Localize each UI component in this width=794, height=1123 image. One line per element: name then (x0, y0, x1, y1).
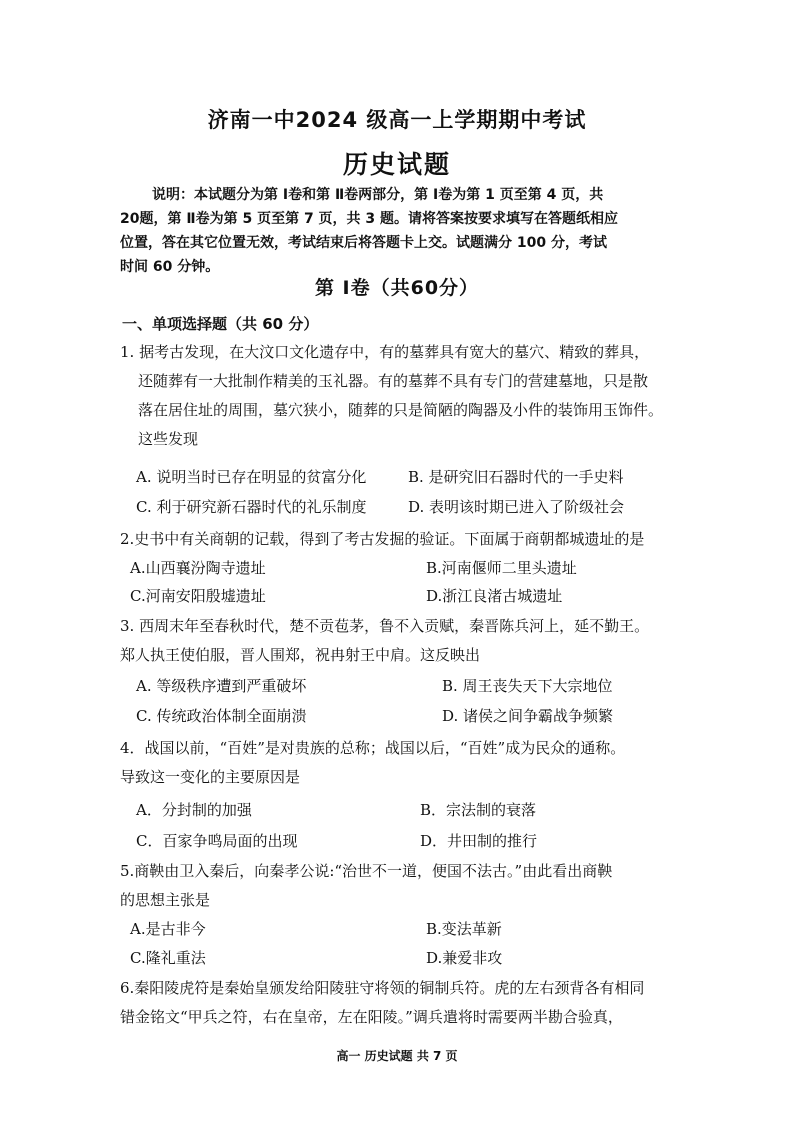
question-stem: 错金铭文“甲兵之符，右在皇帝，左在阳陵。”调兵遣将时需要两半勘合验真， (120, 1008, 623, 1026)
options-row (120, 702, 680, 730)
option-b: B. 是研究旧石器时代的一手史料 (408, 468, 624, 486)
question-6 (120, 974, 685, 1032)
option-d: D．井田制的推行 (420, 832, 538, 850)
instruction-line: 时间 60 分钟。 (120, 259, 220, 275)
options-row (120, 493, 680, 521)
options-row (120, 944, 680, 972)
option-a: A.是古非今 (130, 920, 206, 938)
option-a: A．分封制的加强 (136, 801, 252, 819)
option-c: C. 传统政治体制全面崩溃 (136, 707, 307, 725)
option-c: C．百家争鸣局面的出现 (136, 832, 298, 850)
exam-title: 济南一中2024 级高一上学期期中考试 (207, 108, 587, 132)
question-stem: 这些发现 (138, 430, 199, 448)
option-c: C.河南安阳殷墟遗址 (130, 587, 266, 605)
question-3 (120, 612, 685, 670)
option-d: D. 表明该时期已进入了阶级社会 (408, 498, 625, 516)
option-a: A. 等级秩序遭到严重破坏 (136, 677, 307, 695)
instruction-line: 20题，第 Ⅱ卷为第 5 页至第 7 页，共 3 题。请将答案按要求填写在答题纸相应 (120, 211, 619, 227)
option-d: D. 诸侯之间争霸战争频繁 (442, 707, 614, 725)
option-b: B.变法革新 (426, 920, 502, 938)
option-d: D.兼爱非攻 (426, 949, 503, 967)
question-4 (120, 734, 685, 792)
option-c: C.隆礼重法 (130, 949, 206, 967)
instructions (120, 183, 680, 279)
question-stem: 1. 据考古发现，在大汶口文化遗存中，有的墓葬具有宽大的墓穴、精致的葬具， (120, 343, 650, 361)
question-stem: 5.商鞅由卫入秦后，向秦孝公说:“治世不一道，便国不法古。”由此看出商鞅 (120, 862, 613, 880)
page-footer: 高一 历史试题 共 7 页 (336, 1049, 458, 1063)
option-c: C. 利于研究新石器时代的礼乐制度 (136, 498, 367, 516)
question-2 (120, 525, 685, 554)
options-row (120, 672, 680, 700)
options-row (120, 463, 680, 491)
question-5 (120, 857, 685, 915)
options-row (120, 915, 680, 943)
question-stem: 2.史书中有关商朝的记载，得到了考古发掘的验证。下面属于商朝都城遗址的是 (120, 530, 645, 548)
option-b: B.河南偃师二里头遗址 (426, 559, 577, 577)
option-b: B．宗法制的衰落 (420, 801, 537, 819)
subject-title: 历史试题 (342, 150, 451, 179)
question-stem: 落在居住址的周围，墓穴狭小，随葬的只是简陋的陶器及小件的装饰用玉饰件。 (138, 401, 664, 419)
question-stem: 3. 西周末年至春秋时代，楚不贡苞茅，鲁不入贡赋，秦晋陈兵河上，延不勤王。 (120, 617, 650, 635)
question-stem: 还随葬有一大批制作精美的玉礼器。有的墓葬不具有专门的营建墓地，只是散 (138, 372, 649, 390)
options-row (120, 554, 680, 582)
question-1 (120, 338, 685, 454)
question-stem: 6.秦阳陵虎符是秦始皇颁发给阳陵驻守将领的铜制兵符。虎的左右颈背各有相同 (120, 979, 645, 997)
question-stem: 郑人执王使伯服，晋人围郑，祝冉射王中肩。这反映出 (120, 646, 481, 664)
question-stem: 的思想主张是 (120, 891, 211, 909)
question-stem: 4．战国以前，“百姓”是对贵族的总称；战国以后，“百姓”成为民众的通称。 (120, 739, 626, 757)
options-row (120, 582, 680, 610)
option-a: A.山西襄汾陶寺遗址 (130, 559, 266, 577)
section-title: 第 Ⅰ卷（共60分） (314, 277, 480, 299)
instruction-line: 位置，答在其它位置无效，考试结束后将答题卡上交。试题满分 100 分，考试 (120, 235, 607, 251)
part-heading: 一、单项选择题（共 60 分） (122, 315, 319, 333)
question-stem: 导致这一变化的主要原因是 (120, 768, 301, 786)
option-d: D.浙江良渚古城遗址 (426, 587, 563, 605)
options-row (120, 796, 680, 824)
instruction-line: 说明：本试题分为第 Ⅰ卷和第 Ⅱ卷两部分，第 Ⅰ卷为第 1 页至第 4 页，共 (152, 187, 604, 203)
option-a: A. 说明当时已存在明显的贫富分化 (136, 468, 367, 486)
options-row (120, 827, 680, 855)
option-b: B. 周王丧失天下大宗地位 (442, 677, 613, 695)
